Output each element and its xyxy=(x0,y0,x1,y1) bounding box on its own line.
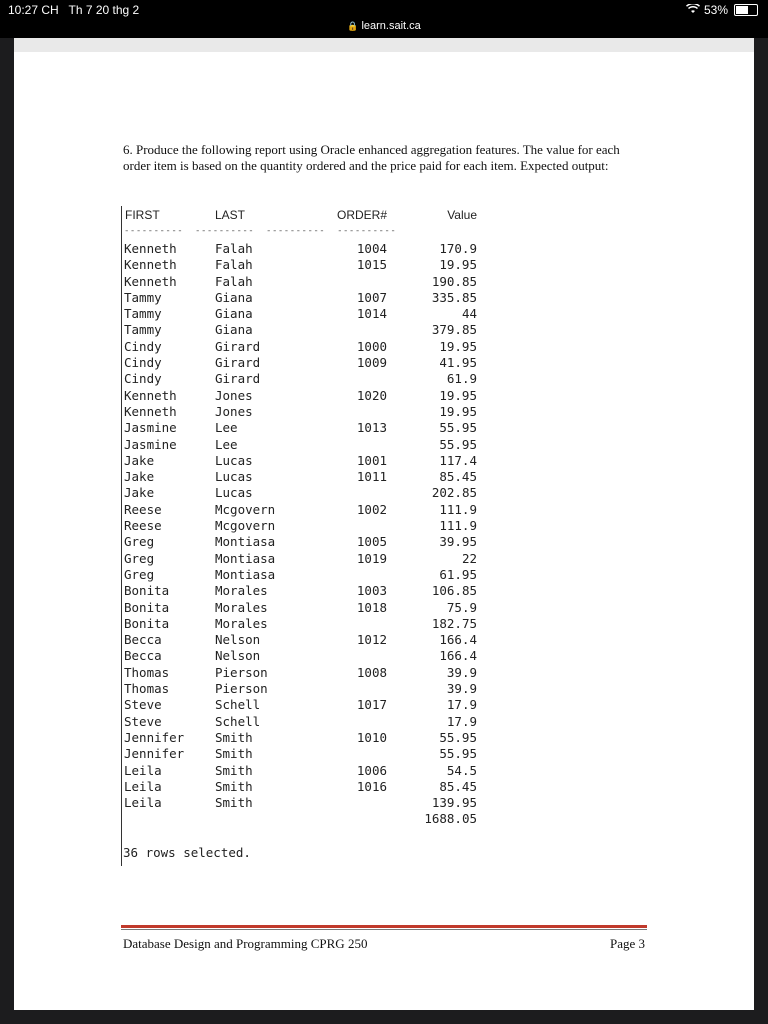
cell-last: Mcgovern xyxy=(215,501,276,517)
cell-order: 1020 xyxy=(356,387,387,403)
cell-last: Lucas xyxy=(215,452,253,468)
table-row xyxy=(122,290,482,306)
cell-value: 75.9 xyxy=(446,599,477,615)
cell-value: 55.95 xyxy=(439,729,477,745)
footer-red-rule xyxy=(121,925,647,928)
cell-first: Kenneth xyxy=(124,241,177,256)
table-row xyxy=(122,795,482,811)
report-rows xyxy=(122,241,482,828)
cell-first: Jennifer xyxy=(124,729,185,745)
table-row xyxy=(122,241,482,257)
table-row xyxy=(122,763,482,779)
cell-order: 1007 xyxy=(356,289,387,305)
table-row xyxy=(122,567,482,583)
cell-first: Greg xyxy=(124,566,155,582)
cell-last: Nelson xyxy=(215,632,261,648)
footer-course: Database Design and Programming CPRG 250 xyxy=(123,936,368,951)
header-separator: ---------- ---------- ---------- ---------- xyxy=(124,226,397,236)
cell-last: Pierson xyxy=(215,664,268,680)
cell-value: 139.95 xyxy=(431,795,477,811)
report-header xyxy=(122,206,482,224)
cell-first: Reese xyxy=(124,501,162,517)
cell-value: 55.95 xyxy=(439,436,477,452)
report-output xyxy=(121,206,482,866)
table-row xyxy=(122,502,482,518)
cell-order: 1015 xyxy=(356,257,387,273)
cell-order: 1010 xyxy=(356,729,387,745)
cell-order: 1014 xyxy=(356,306,387,322)
cell-first: Becca xyxy=(124,648,162,664)
cell-last: Smith xyxy=(215,729,253,745)
cell-first: Leila xyxy=(124,795,162,811)
cell-last: Morales xyxy=(215,583,268,599)
cell-last: Morales xyxy=(215,615,268,631)
cell-value: 166.4 xyxy=(439,648,477,664)
cell-first: Kenneth xyxy=(124,403,177,419)
cell-value: 85.45 xyxy=(439,469,477,485)
table-row xyxy=(122,339,482,355)
cell-value: 61.9 xyxy=(446,371,477,387)
cell-order: 1017 xyxy=(356,697,387,713)
cell-last: Schell xyxy=(215,713,261,729)
cell-last: Girard xyxy=(215,355,261,371)
col-value-header: Value xyxy=(447,208,477,222)
cell-first: Steve xyxy=(124,713,162,729)
cell-last: Giana xyxy=(215,306,253,322)
table-row xyxy=(122,404,482,420)
table-row xyxy=(122,453,482,469)
cell-last: Morales xyxy=(215,599,268,615)
col-first-header: FIRST xyxy=(125,208,160,222)
table-row xyxy=(122,388,482,404)
table-row xyxy=(122,648,482,664)
col-last-header: LAST xyxy=(215,208,246,222)
footer-text xyxy=(121,936,647,954)
cell-last: Montiasa xyxy=(215,534,276,550)
cell-first: Jasmine xyxy=(124,420,177,436)
cell-value: 19.95 xyxy=(439,387,477,403)
footer-page: Page 3 xyxy=(609,936,645,951)
cell-value: 55.95 xyxy=(439,420,477,436)
cell-first: Kenneth xyxy=(124,387,177,403)
url-bar[interactable] xyxy=(0,20,768,38)
cell-first: Kenneth xyxy=(124,273,177,289)
table-row xyxy=(122,697,482,713)
cell-order: 1013 xyxy=(356,420,387,436)
cell-value: 1688.05 xyxy=(424,811,477,827)
question-text: 6. Produce the following report using Oracle enhanced aggregation features. The value for each order item is based on the quantity ordered and the price paid for each item. Expected output: xyxy=(123,142,620,173)
cell-last: Smith xyxy=(215,795,253,811)
table-row xyxy=(122,534,482,550)
cell-value: 111.9 xyxy=(439,501,477,517)
cell-value: 19.95 xyxy=(439,338,477,354)
cell-last: Giana xyxy=(215,289,253,305)
table-row xyxy=(122,681,482,697)
battery-icon xyxy=(734,4,758,16)
status-time-date xyxy=(8,3,139,17)
cell-value: 19.95 xyxy=(439,257,477,273)
cell-value: 41.95 xyxy=(439,355,477,371)
cell-last: Girard xyxy=(215,371,261,387)
table-row xyxy=(122,469,482,485)
cell-last: Lee xyxy=(215,436,238,452)
table-row xyxy=(122,518,482,534)
cell-last: Lucas xyxy=(215,469,253,485)
cell-value: 39.95 xyxy=(439,534,477,550)
cell-order: 1001 xyxy=(356,452,387,468)
url-text[interactable]: learn.sait.ca xyxy=(361,20,421,32)
table-row xyxy=(122,485,482,501)
cell-last: Falah xyxy=(215,257,253,273)
cell-order: 1004 xyxy=(356,241,387,256)
cell-first: Jasmine xyxy=(124,436,177,452)
cell-value: 379.85 xyxy=(431,322,477,338)
cell-order: 1011 xyxy=(356,469,387,485)
cell-first: Cindy xyxy=(124,355,162,371)
cell-first: Thomas xyxy=(124,664,170,680)
table-row xyxy=(122,257,482,273)
cell-value: 17.9 xyxy=(446,697,477,713)
status-date: Th 7 20 thg 2 xyxy=(68,3,140,17)
cell-last: Smith xyxy=(215,778,253,794)
cell-first: Bonita xyxy=(124,599,170,615)
cell-first: Jake xyxy=(124,452,155,468)
cell-first: Jake xyxy=(124,485,155,501)
table-row xyxy=(122,779,482,795)
cell-order: 1016 xyxy=(356,778,387,794)
cell-last: Jones xyxy=(215,387,253,403)
table-row xyxy=(122,274,482,290)
cell-value: 44 xyxy=(461,306,477,322)
cell-last: Jones xyxy=(215,403,253,419)
cell-order: 1019 xyxy=(356,550,387,566)
cell-first: Jennifer xyxy=(124,746,185,762)
status-right xyxy=(686,3,758,17)
cell-first: Tammy xyxy=(124,322,162,338)
cell-order: 1002 xyxy=(356,501,387,517)
cell-last: Smith xyxy=(215,762,253,778)
cell-last: Lucas xyxy=(215,485,253,501)
cell-value: 55.95 xyxy=(439,746,477,762)
cell-first: Leila xyxy=(124,778,162,794)
cell-value: 39.9 xyxy=(446,681,477,697)
cell-order: 1009 xyxy=(356,355,387,371)
cell-last: Falah xyxy=(215,241,253,256)
cell-first: Thomas xyxy=(124,681,170,697)
cell-last: Girard xyxy=(215,338,261,354)
cell-last: Pierson xyxy=(215,681,268,697)
cell-order: 1008 xyxy=(356,664,387,680)
cell-last: Giana xyxy=(215,322,253,338)
cell-value: 54.5 xyxy=(446,762,477,778)
cell-last: Smith xyxy=(215,746,253,762)
cell-value: 202.85 xyxy=(431,485,477,501)
footer-grey-rule xyxy=(121,929,647,930)
table-row xyxy=(122,306,482,322)
cell-order: 1000 xyxy=(356,338,387,354)
cell-order: 1018 xyxy=(356,599,387,615)
table-row xyxy=(122,600,482,616)
cell-last: Montiasa xyxy=(215,566,276,582)
cell-value: 17.9 xyxy=(446,713,477,729)
battery-percent: 53% xyxy=(703,3,728,17)
table-row xyxy=(122,616,482,632)
cell-first: Bonita xyxy=(124,615,170,631)
cell-value: 111.9 xyxy=(439,518,477,534)
table-row xyxy=(122,665,482,681)
cell-first: Bonita xyxy=(124,583,170,599)
rows-selected-note: 36 rows selected. xyxy=(123,845,251,860)
table-row xyxy=(122,322,482,338)
page-footer xyxy=(121,925,647,954)
cell-value: 19.95 xyxy=(439,403,477,419)
page-top-strip xyxy=(14,38,754,52)
cell-first: Cindy xyxy=(124,338,162,354)
cell-value: 22 xyxy=(461,550,477,566)
lock-icon: 🔒 xyxy=(347,21,359,31)
cell-value: 182.75 xyxy=(431,615,477,631)
status-bar xyxy=(0,0,768,20)
cell-order: 1005 xyxy=(356,534,387,550)
cell-value: 85.45 xyxy=(439,778,477,794)
cell-first: Cindy xyxy=(124,371,162,387)
table-row xyxy=(122,632,482,648)
cell-first: Greg xyxy=(124,550,155,566)
cell-order: 1012 xyxy=(356,632,387,648)
cell-last: Mcgovern xyxy=(215,518,276,534)
cell-value: 166.4 xyxy=(439,632,477,648)
cell-first: Leila xyxy=(124,762,162,778)
cell-order: 1006 xyxy=(356,762,387,778)
cell-value: 170.9 xyxy=(439,241,477,256)
cell-value: 39.9 xyxy=(446,664,477,680)
wifi-icon xyxy=(686,3,700,17)
cell-value: 190.85 xyxy=(431,273,477,289)
cell-first: Tammy xyxy=(124,306,162,322)
cell-last: Falah xyxy=(215,273,253,289)
table-row xyxy=(122,355,482,371)
cell-first: Greg xyxy=(124,534,155,550)
cell-first: Kenneth xyxy=(124,257,177,273)
table-row xyxy=(122,583,482,599)
cell-order: 1003 xyxy=(356,583,387,599)
table-row xyxy=(122,811,482,827)
cell-last: Montiasa xyxy=(215,550,276,566)
table-row xyxy=(122,437,482,453)
col-order-header: ORDER# xyxy=(336,208,387,222)
cell-last: Lee xyxy=(215,420,238,436)
table-row xyxy=(122,420,482,436)
cell-value: 117.4 xyxy=(439,452,477,468)
status-time: 10:27 CH xyxy=(8,3,59,17)
cell-value: 106.85 xyxy=(431,583,477,599)
table-row xyxy=(122,551,482,567)
cell-value: 61.95 xyxy=(439,566,477,582)
table-row xyxy=(122,714,482,730)
cell-first: Reese xyxy=(124,518,162,534)
cell-last: Schell xyxy=(215,697,261,713)
cell-first: Jake xyxy=(124,469,155,485)
cell-first: Steve xyxy=(124,697,162,713)
cell-last: Nelson xyxy=(215,648,261,664)
cell-first: Becca xyxy=(124,632,162,648)
cell-first: Tammy xyxy=(124,289,162,305)
table-row xyxy=(122,730,482,746)
table-row xyxy=(122,746,482,762)
table-row xyxy=(122,371,482,387)
cell-value: 335.85 xyxy=(431,289,477,305)
